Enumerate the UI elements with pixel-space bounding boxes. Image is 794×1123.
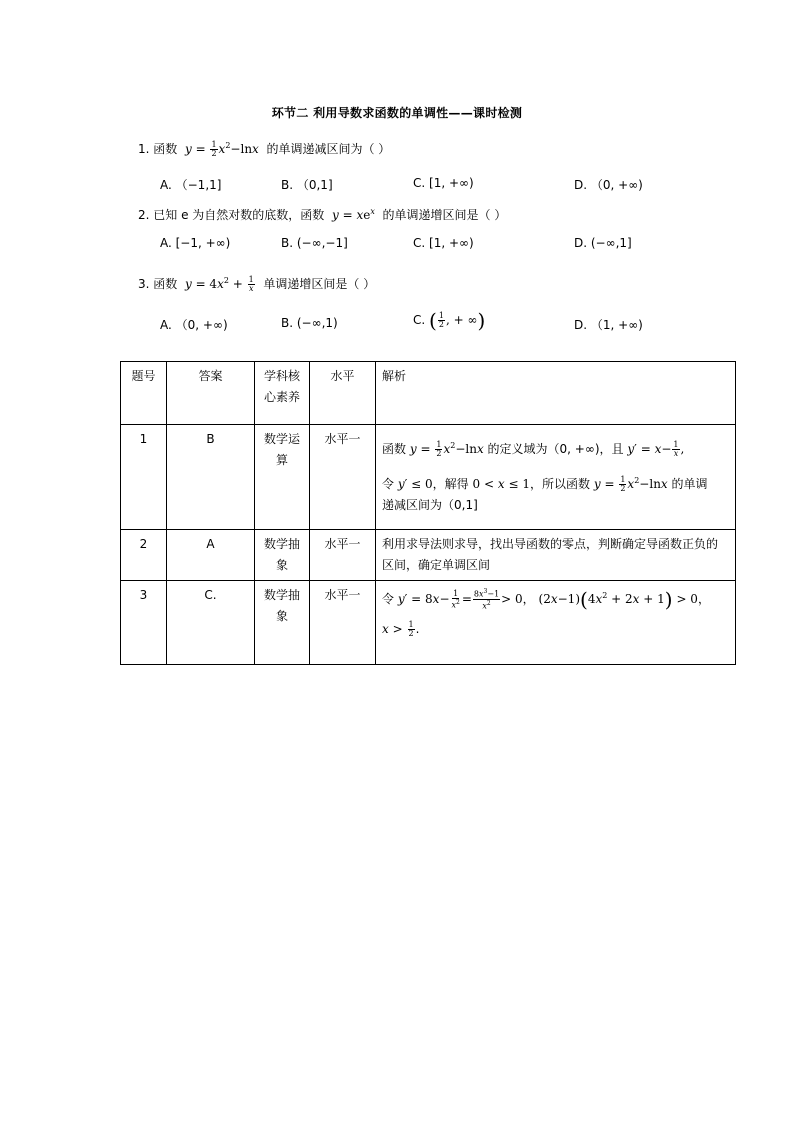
analysis-text: ， (697, 592, 710, 606)
option-a: A. （0, +∞) (160, 318, 228, 332)
table-row (121, 530, 736, 581)
option-b: B. (−∞,−1] (281, 236, 348, 250)
cell-literacy: 数学运算 (255, 425, 310, 530)
question-stem-suffix: 的单调递减区间为（ ） (266, 142, 391, 156)
option-label: C. (413, 313, 426, 327)
cell-answer: A (167, 530, 255, 581)
analysis-text: ， (522, 592, 535, 606)
question-number: 3. (138, 277, 150, 291)
analysis-text: 函数 (382, 442, 407, 456)
option-c: C. ( $\frac{1}{2}$ , + ∞) (413, 308, 486, 333)
cell-analysis: 函数 y = $\frac{1}{2}$ $x^2-\ln x$ 的定义域为（0, +∞)，且 y′ = x− $\frac{1}{x}$ , 令 y′ ≤ 0，解得 0 < x ≤ 1，所以函数 y = $\frac{1}{2}$ $x^2-\ln x$ 的单调 递减区间为（0,1] (376, 425, 736, 530)
analysis-text: 的单调 (671, 477, 708, 491)
question-stem-prefix: 函数 (153, 142, 178, 156)
header-answer: 答案 (167, 362, 255, 425)
analysis-text: 令 (382, 592, 395, 606)
cell-number: 1 (121, 425, 167, 530)
option-c: C. [1, +∞) (413, 236, 474, 250)
cell-number: 2 (121, 530, 167, 581)
formula: $y = xe^x$ (331, 207, 375, 222)
cell-literacy: 数学抽象 (255, 581, 310, 665)
table-header-row (121, 362, 736, 425)
formula: $y = 4x^2$ + $\frac{1}{x}$ (184, 275, 254, 293)
question-stem-suffix: 单调递增区间是（ ） (263, 277, 376, 291)
question-number: 1. (138, 142, 150, 156)
analysis-text: . (415, 621, 420, 636)
option-a: A. （−1,1] (160, 178, 222, 192)
option-d: D. (−∞,1] (574, 236, 632, 250)
cell-analysis: 令 y′ = 8x− $\frac{1}{x^2}$ = $\frac{8x^3-1}{x^2}$ > 0， $(2x-1)(4x^2 + 2x + 1) > 0$， x > $\frac{1}{2}$ . (376, 581, 736, 665)
formula: y = $\frac{1}{2}$ $x^2-\ln x$ (184, 140, 259, 158)
option-c: C. [1, +∞) (413, 176, 474, 190)
question-2 (138, 206, 506, 223)
table-row (121, 425, 736, 530)
question-3 (138, 275, 375, 293)
option-d: D. （1, +∞) (574, 318, 643, 332)
cell-literacy: 数学抽象 (255, 530, 310, 581)
cell-level: 水平一 (310, 425, 376, 530)
question-number: 2. (138, 208, 150, 222)
option-a: A. [−1, +∞) (160, 236, 231, 250)
analysis-text: ，所以函数 (529, 477, 590, 491)
cell-level: 水平一 (310, 581, 376, 665)
analysis-text: ，解得 (432, 477, 469, 491)
cell-level: 水平一 (310, 530, 376, 581)
question-stem-prefix: 函数 (153, 277, 178, 291)
analysis-text: 令 (382, 477, 395, 491)
analysis-text: 的定义域为（0, +∞)，且 (487, 442, 624, 456)
table-row (121, 581, 736, 665)
question-stem-prefix: 已知 e 为自然对数的底数，函数 (153, 208, 325, 222)
option-b: B. （0,1] (281, 178, 333, 192)
question-stem-suffix: 的单调递增区间是（ ） (382, 208, 507, 222)
header-literacy: 学科核心素养 (255, 362, 310, 425)
header-number: 题号 (121, 362, 167, 425)
cell-answer: C. (167, 581, 255, 665)
question-1 (138, 140, 390, 158)
cell-number: 3 (121, 581, 167, 665)
cell-analysis: 利用求导法则求导，找出导函数的零点，判断确定导函数正负的区间，确定单调区间 (376, 530, 736, 581)
option-d: D. （0, +∞) (574, 178, 643, 192)
cell-answer: B (167, 425, 255, 530)
header-analysis: 解析 (376, 362, 736, 425)
page-title: 环节二 利用导数求函数的单调性——课时检测 (271, 106, 523, 120)
analysis-text: 递减区间为（0,1] (382, 498, 478, 512)
option-b: B. (−∞,1) (281, 316, 338, 330)
header-level: 水平 (310, 362, 376, 425)
answer-table (120, 361, 736, 665)
